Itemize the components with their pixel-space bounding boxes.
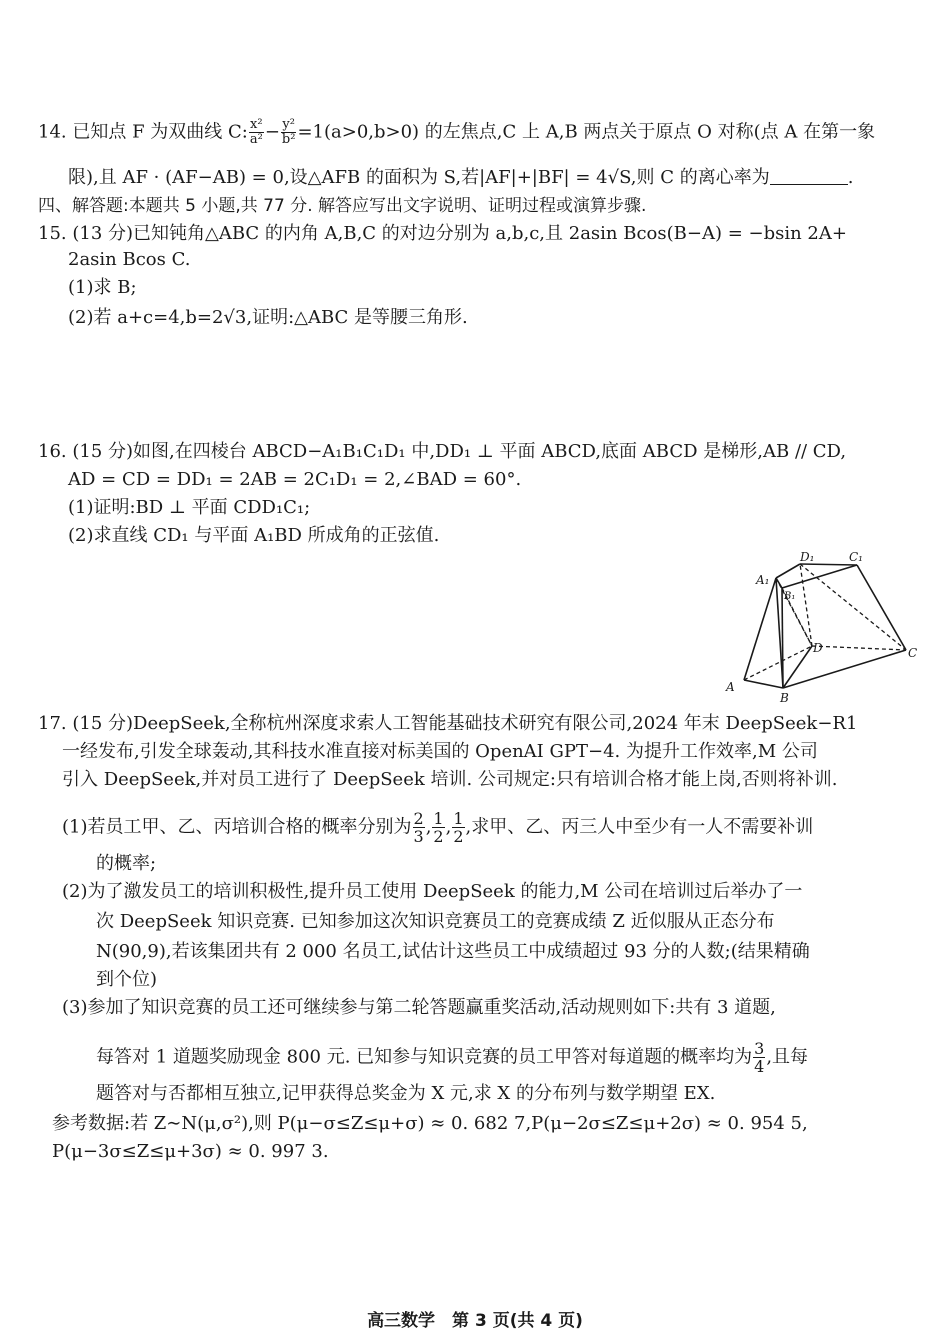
label-c: C [908,646,918,660]
q17-line3: 引入 DeepSeek,并对员工进行了 DeepSeek 培训. 公司规定:只有培训合格才能上岗,否则将补训. [62,769,838,790]
q15-line2: 2asin Bcos C. [68,249,191,270]
q17-line1: 17. (15 分)DeepSeek,全称杭州深度求索人工智能基础技术研究有限公司,2024 年末 DeepSeek−R1 [38,713,858,734]
fraction-1-2-second: $\frac{1}{2}$ [453,809,464,846]
q17-part2-line1: (2)为了激发员工的培训积极性,提升员工使用 DeepSeek 的能力,M 公司在培训过后举办了一 [62,881,803,902]
q17-part1-line2: 的概率; [96,853,157,874]
label-a1: A₁ [756,573,770,587]
q17-part1-line1: (1)若员工甲、乙、丙培训合格的概率分别为 $\frac{2}{3}$ , $\frac{1}{2}$ , $\frac{1}{2}$ ,求甲、乙、丙三人中至少有一人不需要补训 [62,809,814,846]
answer-blank [770,166,848,185]
edge-c-c1 [857,565,906,650]
q17-part3-line2: 每答对 1 道题奖励现金 800 元. 已知参与知识竞赛的员工甲答对每道题的概率均为 $\frac{3}{4}$ ,且每 [96,1039,809,1076]
fraction-1-2: $\frac{1}{2}$ [433,809,444,846]
fraction-y2-b2: $\frac{\text{y²}}{\text{b²}}$ [281,117,296,147]
edge-b-c [783,650,906,688]
label-c1: C₁ [849,550,863,564]
q16-part2: (2)求直线 CD₁ 与平面 A₁BD 所成角的正弦值. [68,525,440,546]
q16-line2: AD = CD = DD₁ = 2AB = 2C₁D₁ = 2,∠BAD = 60°. [68,469,522,490]
fraction-2-3: $\frac{2}{3}$ [413,809,424,846]
edge-a-d-hidden [744,646,812,680]
label-d: D [813,641,823,655]
edge-b-d [783,646,812,688]
edge-a-b [744,680,783,688]
q15-part1: (1)求 B; [68,277,137,298]
edge-d1-c1 [800,564,857,565]
q14-line1: 14. 已知点 F 为双曲线 C: $\frac{\text{x²}}{\text{a²}}$ − $\frac{\text{y²}}{\text{b²}}$ =1(a>0,b>0) 的左焦点,C 上 A,B 两点关于原点 O 对称(点 A 在第一象 [38,117,876,147]
reference-data-line1: 参考数据:若 Z∼N(μ,σ²),则 P(μ−σ≤Z≤μ+σ) ≈ 0. 682 7,P(μ−2σ≤Z≤μ+2σ) ≈ 0. 954 5, [52,1113,808,1134]
q15-part2: (2)若 a+c=4,b=2√3,证明:△ABC 是等腰三角形. [68,307,468,328]
label-b: B [780,691,789,705]
edge-d-c-hidden [812,646,906,650]
label-d1: D₁ [800,550,815,564]
q16-line1: 16. (15 分)如图,在四棱台 ABCD−A₁B₁C₁D₁ 中,DD₁ ⊥ 平面 ABCD,底面 ABCD 是梯形,AB // CD, [38,441,847,462]
section-4-header: 四、解答题:本题共 5 小题,共 77 分. 解答应写出文字说明、证明过程或演算步骤. [38,196,647,216]
page-footer: 高三数学 第 3 页(共 4 页) [367,1311,583,1331]
label-b1: B₁ [784,591,796,602]
q15-line1: 15. (13 分)已知钝角△ABC 的内角 A,B,C 的对边分别为 a,b,c,且 2asin Bcos(B−A) = −bsin 2A+ [38,223,847,244]
fraction-x2-a2: $\frac{\text{x²}}{\text{a²}}$ [249,117,263,147]
q17-part3-line1: (3)参加了知识竞赛的员工还可继续参与第二轮答题赢重奖活动,活动规则如下:共有 3 道题, [62,997,776,1018]
reference-data-line2: P(μ−3σ≤Z≤μ+3σ) ≈ 0. 997 3. [52,1141,329,1162]
frustum-figure [720,548,930,708]
edge-a1-d1 [776,564,800,578]
q16-part1: (1)证明:BD ⊥ 平面 CDD₁C₁; [68,497,311,518]
edge-a-a1 [744,578,776,680]
q17-part2-line4: 到个位) [96,969,158,990]
q14-line2: 限),且 AF · (AF−AB) = 0,设△AFB 的面积为 S,若|AF|+|BF| = 4√S,则 C 的离心率为 . [68,167,854,188]
fraction-3-4: $\frac{3}{4}$ [754,1039,765,1076]
q17-part2-line3: N(90,9),若该集团共有 2 000 名员工,试估计这些员工中成绩超过 93 分的人数;(结果精确 [96,941,810,962]
q17-line2: 一经发布,引发全球轰动,其科技水准直接对标美国的 OpenAI GPT−4. 为提升工作效率,M 公司 [62,741,818,762]
q17-part2-line2: 次 DeepSeek 知识竞赛. 已知参加这次知识竞赛员工的竞赛成绩 Z 近似服从正态分布 [96,911,775,932]
label-a: A [726,680,735,694]
q17-part3-line3: 题答对与否都相互独立,记甲获得总奖金为 X 元,求 X 的分布列与数学期望 EX. [96,1083,716,1104]
